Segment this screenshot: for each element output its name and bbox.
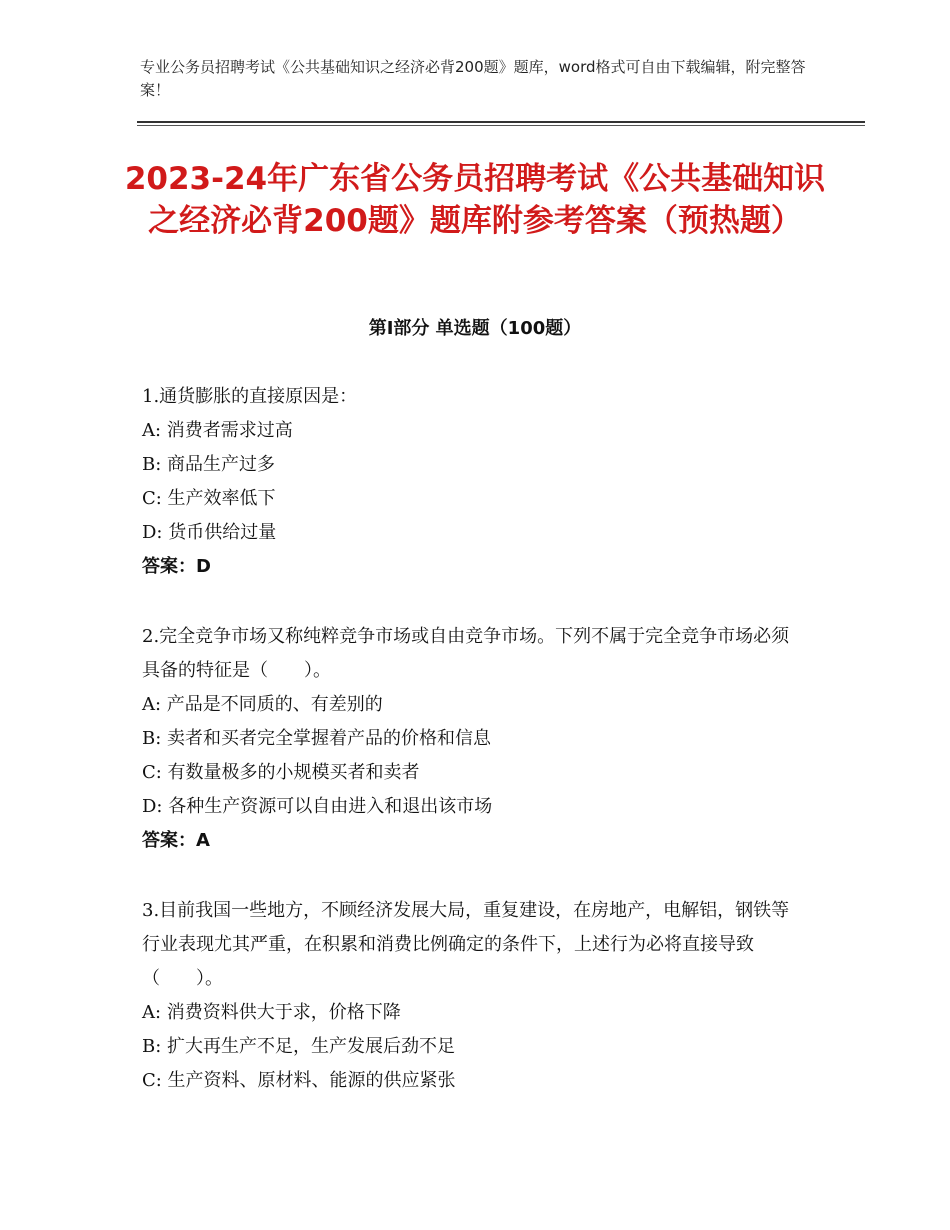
option-b: B: 扩大再生产不足，生产发展后劲不足: [142, 1036, 456, 1057]
question-1: [142, 380, 802, 584]
option-a: A: 消费者需求过高: [142, 420, 293, 441]
header-note: 专业公务员招聘考试《公共基础知识之经济必背200题》题库，word格式可自由下载编辑，附完整答案！: [140, 58, 806, 99]
option-b: B: 卖者和买者完全掌握着产品的价格和信息: [142, 728, 492, 749]
header-rule-thick: [137, 121, 865, 123]
question-3: [142, 894, 802, 1098]
question-stem: 3.目前我国一些地方，不顾经济发展大局，重复建设，在房地产，电解铝，钢铁等行业表现尤其严重，在积累和消费比例确定的条件下，上述行为必将直接导致（ ）。: [142, 900, 790, 989]
option-a: A: 消费资料供大于求，价格下降: [142, 1002, 401, 1023]
option-c: C: 有数量极多的小规模买者和卖者: [142, 762, 420, 783]
header-rule-thin: [137, 125, 865, 126]
option-c: C: 生产效率低下: [142, 488, 276, 509]
section-title: 第Ⅰ部分 单选题（100题）: [368, 318, 582, 339]
option-d: D: 各种生产资源可以自由进入和退出该市场: [142, 796, 493, 817]
document-title: 2023-24年广东省公务员招聘考试《公共基础知识之经济必背200题》题库附参考答案（预热题）: [124, 161, 826, 239]
option-d: D: 货币供给过量: [142, 522, 277, 543]
question-list: [142, 380, 802, 1134]
option-b: B: 商品生产过多: [142, 454, 276, 475]
question-2: [142, 620, 802, 858]
question-stem: 1.通货膨胀的直接原因是：: [142, 386, 358, 407]
option-a: A: 产品是不同质的、有差别的: [142, 694, 383, 715]
question-stem: 2.完全竞争市场又称纯粹竞争市场或自由竞争市场。下列不属于完全竞争市场必须具备的特征是（ ）。: [142, 626, 790, 681]
answer: 答案：D: [142, 556, 211, 577]
option-c: C: 生产资料、原材料、能源的供应紧张: [142, 1070, 456, 1091]
answer: 答案：A: [142, 830, 210, 851]
